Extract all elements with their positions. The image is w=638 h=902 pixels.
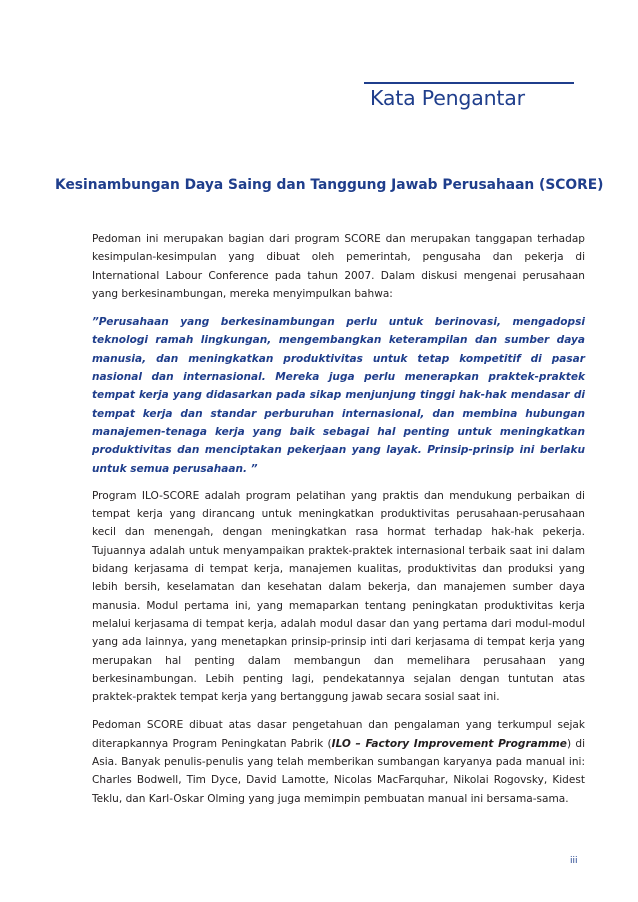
paragraph-intro: Pedoman ini merupakan bagian dari program SCORE dan merupakan tanggapan terhadap kesimpulan-kesimpulan yang dibuat oleh pemerintah, pengusaha dan pekerja di International Labour Conference pada tahun 2007. Dalam diskusi mengenai perusahaan yang berkesinambungan, mereka menyimpulkan bahwa: <box>92 233 585 300</box>
header-rule <box>364 82 574 84</box>
page-number: iii <box>570 856 578 866</box>
programme-name: ILO – Factory Improvement Programme <box>331 737 567 750</box>
paragraph-program: Program ILO-SCORE adalah program pelatihan yang praktis dan mendukung perbaikan di tempat kerja yang dirancang untuk meningkatkan produktivitas perusahaan-perusahaan kecil dan menengah, dengan meningkatkan rasa hormat terhadap hak-hak pekerja. Tujuannya adalah untuk menyampaikan praktek-praktek internasional terbaik saat ini dalam bidang kerjasama di tempat kerja, manajemen kualitas, produktivitas dan produksi yang lebih bersih, keselamatan dan kesehatan dalam bekerja, dan manajemen sumber daya manusia. Modul pertama ini, yang memaparkan tentang peningkatan produktivitas kerja melalui kerjasama di tempat kerja, adalah modul dasar dan yang pertama dari modul-modul yang ada lainnya, yang menetapkan prinsip-prinsip inti dari kerjasama di tempat kerja yang merupakan hal penting dalam membangun dan memelihara perusahaan yang berkesinambungan. Lebih penting lagi, pendekatannya sejalan dengan tuntutan atas praktek-praktek tempat kerja yang bertanggung jawab secara sosial saat ini. <box>92 489 585 704</box>
body-text <box>92 230 585 818</box>
page-title: Kata Pengantar <box>370 86 525 110</box>
paragraph-authors <box>92 716 585 807</box>
quote-paragraph: ”Perusahaan yang berkesinambungan perlu untuk berinovasi, mengadopsi teknologi ramah lingkungan, mengembangkan keterampilan dan sumber daya manusia, dan meningkatkan produktivitas untuk tetap kompetitif di pasar nasional dan internasional. Mereka juga perlu menerapkan praktek-praktek tempat kerja yang didasarkan pada sikap menjunjung tinggi hak-hak mendasar di tempat kerja dan standar perburuhan internasional, dan membina hubungan manajemen-tenaga kerja yang baik sebagai hal penting untuk meningkatkan produktivitas dan menciptakan pekerjaan yang layak. Prinsip-prinsip ini berlaku untuk semua perusahaan. ” <box>92 316 585 475</box>
paragraph-authors-start: Pedoman SCORE dibuat atas dasar pengetahuan dan pengalaman yang terkumpul sejak diterapkannya Program Peningkatan Pabrik ( <box>92 719 585 750</box>
paragraph-authors-end: ) di Asia. Banyak penulis-penulis yang telah memberikan sumbangan karyanya pada manual ini: Charles Bodwell, Tim Dyce, David Lamotte, Nicolas MacFarquhar, Nikolai Rogovsky, Kidest Teklu, dan Karl-Oskar Olming yang juga memimpin pembuatan manual ini bersama-sama. <box>92 737 585 805</box>
section-heading: Kesinambungan Daya Saing dan Tanggung Jawab Perusahaan (SCORE) <box>55 177 604 193</box>
